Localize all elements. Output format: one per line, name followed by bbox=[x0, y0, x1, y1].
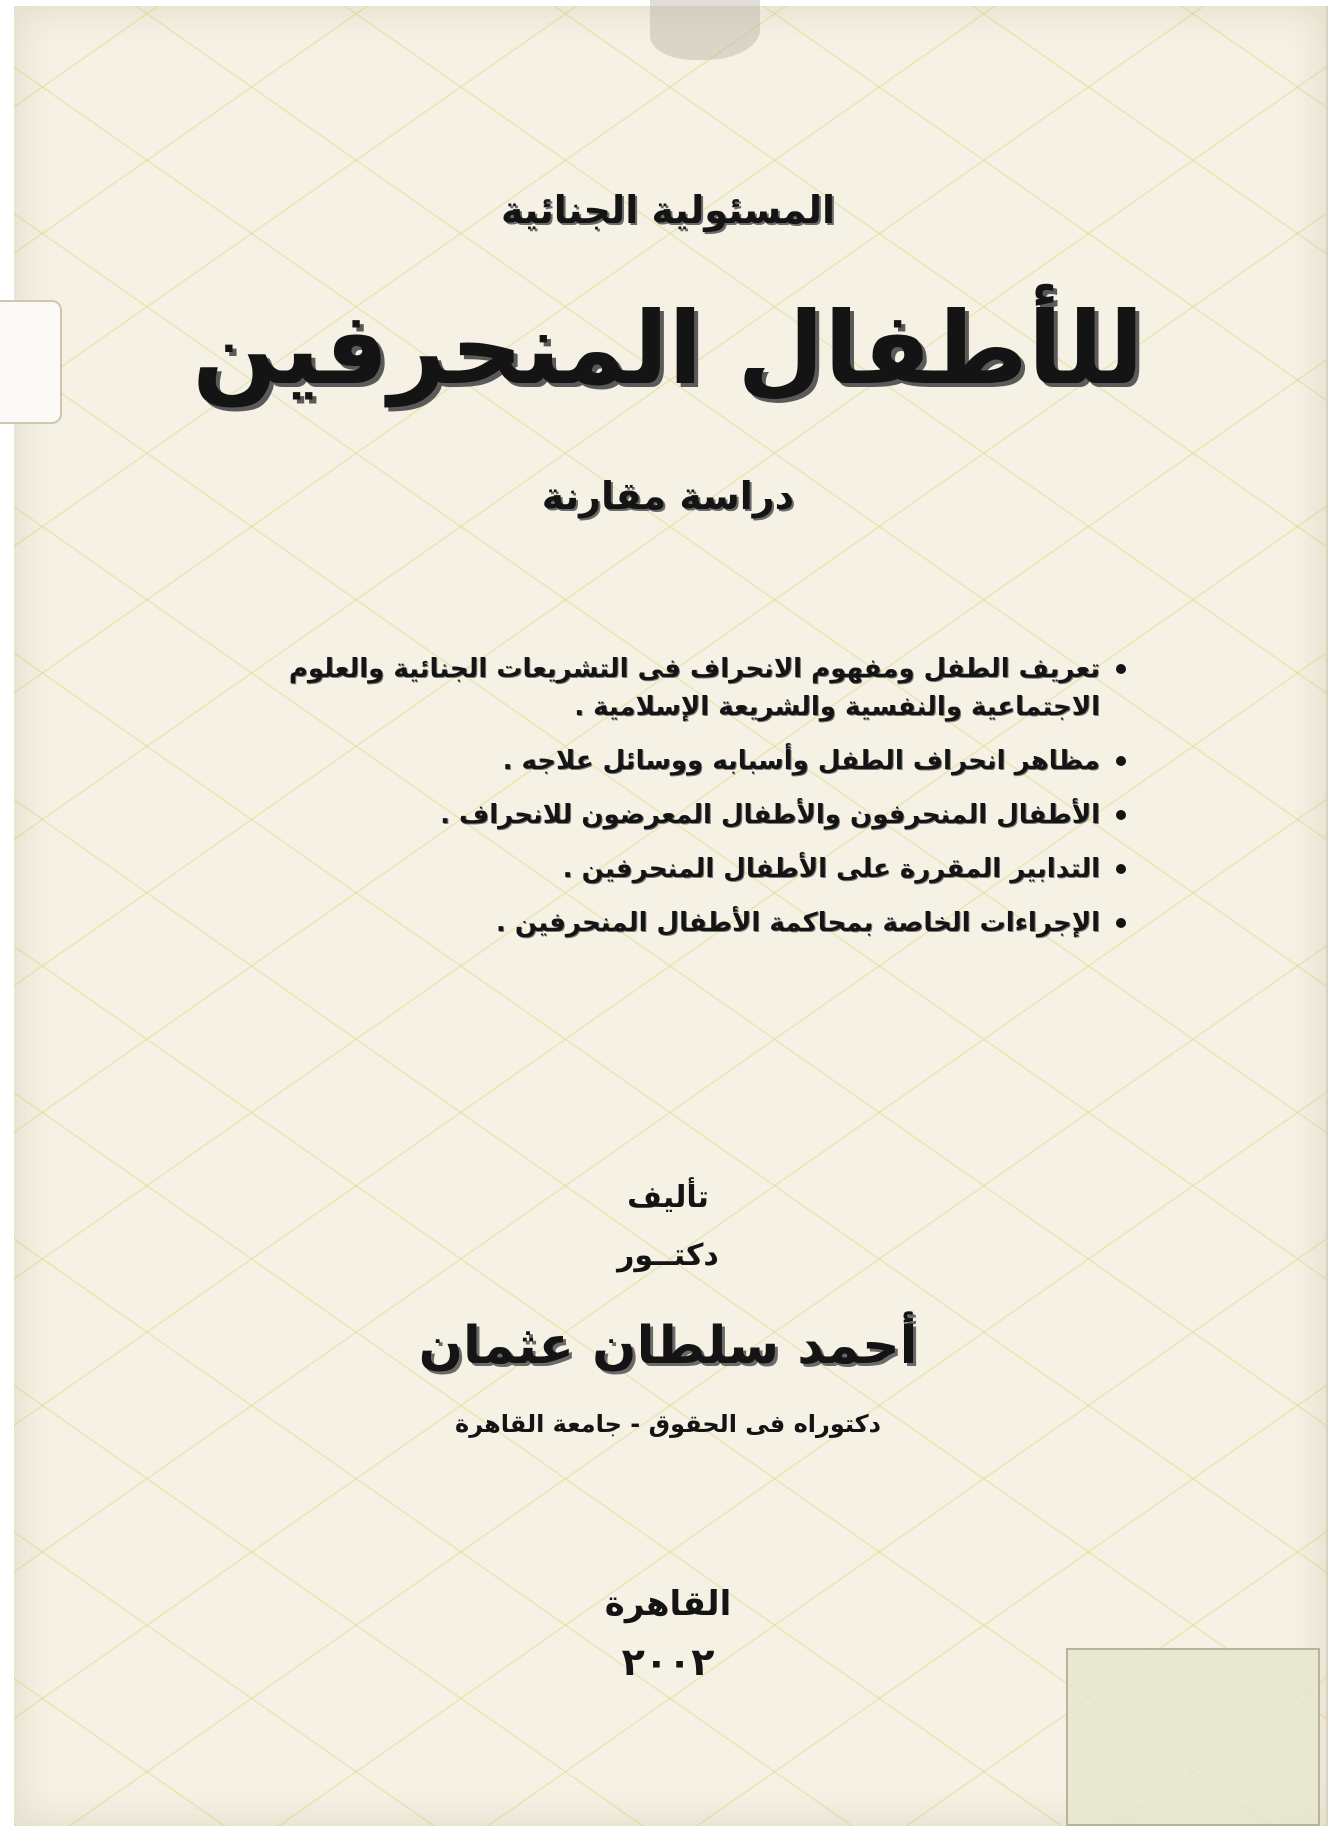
topic-text: التدابير المقررة على الأطفال المنحرفين . bbox=[562, 854, 1100, 884]
topic-text: مظاهر انحراف الطفل وأسبابه ووسائل علاجه . bbox=[502, 746, 1100, 776]
bullet-icon bbox=[1116, 918, 1126, 928]
bullet-icon bbox=[1116, 810, 1126, 820]
supertitle: المسئولية الجنائية bbox=[500, 188, 836, 232]
publication-year: ٢٠٠٢ bbox=[621, 1640, 715, 1684]
publication-city: القاهرة bbox=[604, 1584, 732, 1624]
topic-text: تعريف الطفل ومفهوم الانحراف فى التشريعات الجنائية والعلوم الاجتماعية والنفسية والشريعة الإسلامية . bbox=[288, 654, 1100, 722]
bullet-icon bbox=[1116, 864, 1126, 874]
topic-item bbox=[186, 742, 1126, 780]
book-subtitle: دراسة مقارنة bbox=[541, 474, 795, 518]
author-name: أحمد سلطان عثمان bbox=[418, 1316, 918, 1376]
topic-item bbox=[186, 650, 1126, 726]
topic-text: الإجراءات الخاصة بمحاكمة الأطفال المنحرفين . bbox=[495, 908, 1100, 938]
bullet-icon bbox=[1116, 756, 1126, 766]
paper-stain bbox=[650, 0, 760, 60]
topic-item bbox=[186, 904, 1126, 942]
topic-item bbox=[186, 850, 1126, 888]
topic-text: الأطفال المنحرفون والأطفال المعرضون للانحراف . bbox=[440, 800, 1100, 830]
bullet-icon bbox=[1116, 664, 1126, 674]
book-title: للأطفال المنحرفين bbox=[192, 290, 1144, 407]
author-label: تأليف bbox=[627, 1180, 709, 1215]
author-credential: دكتوراه فى الحقوق - جامعة القاهرة bbox=[455, 1410, 881, 1438]
topic-item bbox=[186, 796, 1126, 834]
topics-list bbox=[186, 650, 1126, 958]
author-title: دكتــور bbox=[617, 1238, 719, 1273]
